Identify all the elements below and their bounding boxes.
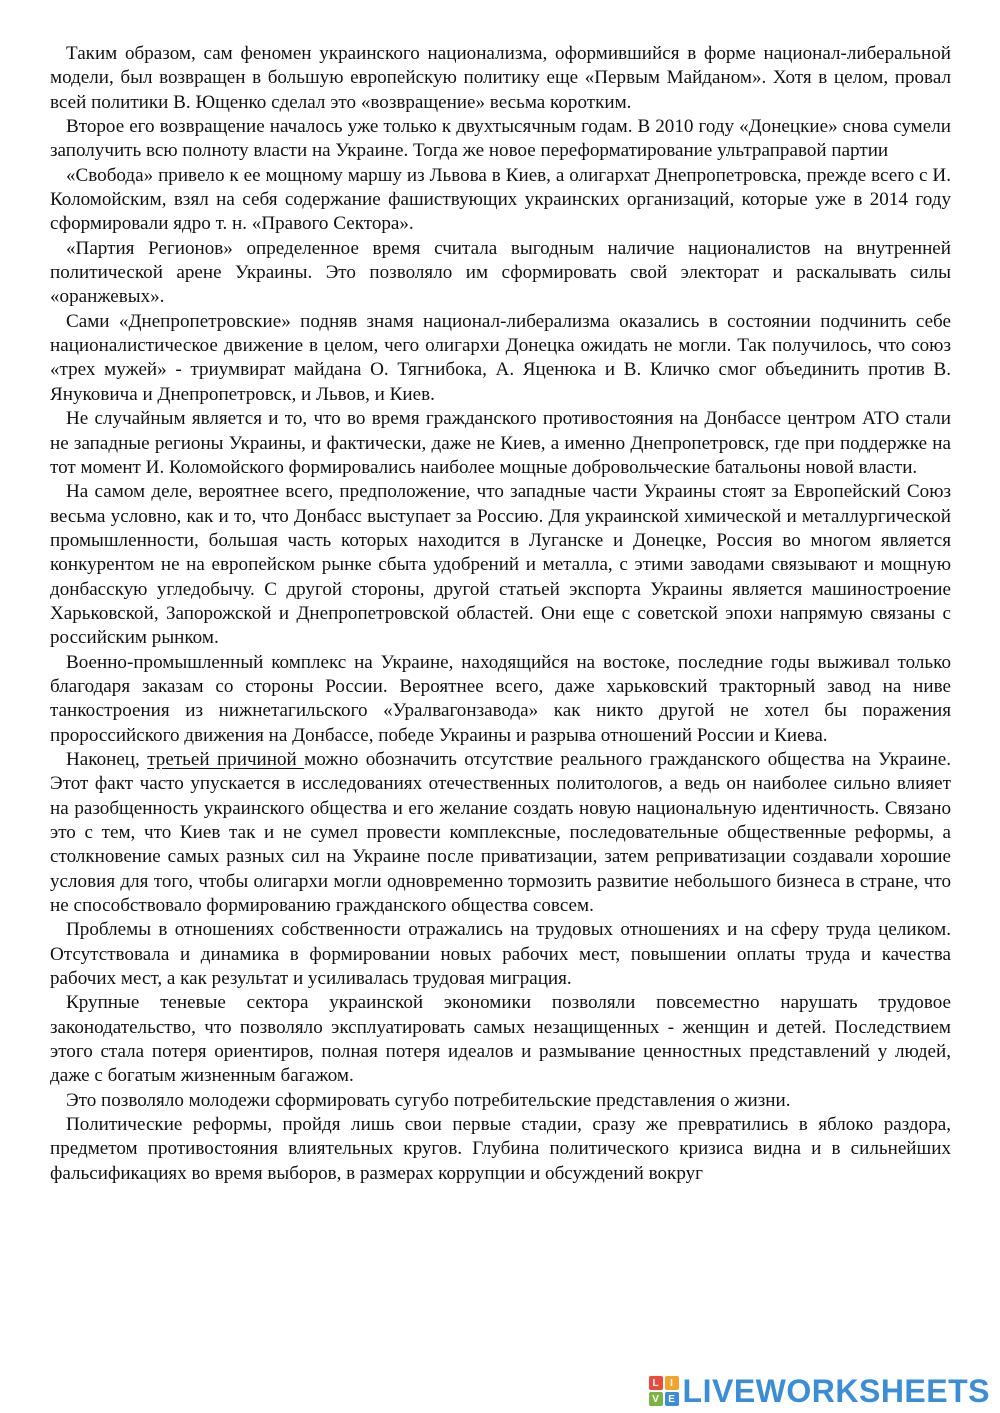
paragraph-9 bbox=[50, 748, 951, 918]
logo-block-e: E bbox=[665, 1392, 679, 1406]
logo-blocks-icon bbox=[649, 1376, 679, 1406]
underlined-phrase: третьей причиной bbox=[147, 748, 305, 770]
paragraph-13: Политические реформы, пройдя лишь свои первые стадии, сразу же превратились в яблоко раздора, предметом противостояния влиятельных кругов. Глубина политического кризиса видна и в сильнейших фальсификациях во время выборов, в размерах коррупции и обсуждений вокруг bbox=[50, 1114, 951, 1184]
paragraph-4: «Партия Регионов» определенное время считала выгодным наличие националистов на внутренней политической арене Украины. Это позволяло им сформировать свой электорат и раскалывать силы «оранжевых». bbox=[50, 237, 951, 308]
paragraph-5: Сами «Днепропетровские» подняв знамя национал-либерализма оказались в состоянии подчинить себе националистическое движение в целом, чего олигархи Донецка ожидать не могли. Так получилось, что союз «трех мужей» - триумвират майдана О. Тягнибока, А. Яценюка и В. Кличко смог объединить против В. Януковича и Днепропетровск, и Львов, и Киев. bbox=[50, 310, 951, 405]
paragraph-1: Таким образом, сам феномен украинского национализма, оформившийся в форме национал-либеральной модели, был возвращен в большую европейскую политику еще «Первым Майданом». Хотя в целом, провал всей политики В. Ющенко сделал это «возвращение» весьма коротким. bbox=[50, 43, 951, 113]
logo-block-i: I bbox=[665, 1376, 679, 1390]
paragraph-3: «Свобода» привело к ее мощному маршу из Львова в Киев, а олигархат Днепропетровска, прежде всего с И. Коломойским, взял на себя содержание фашиствующих украинских организаций, которые уже в 2014 году сформировали ядро т. н. «Правого Сектора». bbox=[50, 164, 951, 235]
document-page bbox=[50, 42, 951, 1186]
paragraph-6: Не случайным является и то, что во время гражданского противостояния на Донбассе центром АТО стали не западные регионы Украины, и фактически, даже не Киев, а именно Днепропетровск, где при поддержке на тот момент И. Коломойского формировались наиболее мощные добровольческие батальоны новой власти. bbox=[50, 408, 951, 478]
paragraph-10: Проблемы в отношениях собственности отражались на трудовых отношениях и на сферу труда целиком. Отсутствовала и динамика в формировании новых рабочих мест, повышении оплаты труда и качества рабочих мест, а как результат и усиливалась трудовая миграция. bbox=[50, 919, 951, 990]
paragraph-9-start: Наконец, bbox=[66, 748, 148, 770]
paragraph-9-rest: можно обозначить отсутствие реального гражданского общества на Украине. Этот факт часто упускается в исследованиях отечественных политологов, а ведь он наиболее сильно влияет на разобщенность украинского общества и его желание создать новую национальную идентичность. Связано это с тем, что Киев так и не сумел провести комплексные, последовательные общественные реформы, а столкновение самых разных сил на Украине после приватизации, затем реприватизации создавали хорошие условия для того, чтобы олигархи могли одновременно тормозить развитие небольшого бизнеса в стране, что не способствовало формированию гражданского общества совсем. bbox=[50, 748, 951, 917]
logo-block-v: V bbox=[649, 1392, 663, 1406]
paragraph-12: Это позволяло молодежи сформировать сугубо потребительские представления о жизни. bbox=[66, 1089, 791, 1111]
paragraph-11: Крупные теневые сектора украинской экономики позволяли повсеместно нарушать трудовое законодательство, что позволяло эксплуатировать самых незащищенных - женщин и детей. Последствием этого стала потеря ориентиров, полная потеря идеалов и размывание ценностных представлений у людей, даже с богатым жизненным багажом. bbox=[50, 992, 951, 1087]
paragraph-7: На самом деле, вероятнее всего, предположение, что западные части Украины стоят за Европейский Союз весьма условно, как и то, что Донбасс выступает за Россию. Для украинской химической и металлургической промышленности, большая часть которых находится в Луганске и Донецке, Россия во многом является конкурентом не на европейском рынке сбыта удобрений и металла, с этими заводами связывают и мощную донбасскую угледобычу. С другой стороны, другой статьей экспорта Украины является машиностроение Харьковской, Запорожской и Днепропетровской областей. Они еще с советской эпохи напрямую связаны с российским рынком. bbox=[50, 481, 951, 649]
logo-block-l: L bbox=[649, 1376, 663, 1390]
paragraph-2: Второе его возвращение началось уже только к двухтысячным годам. В 2010 году «Донецкие» снова сумели заполучить всю полноту власти на Украине. Тогда же новое переформатирование ультраправой партии bbox=[50, 116, 951, 162]
paragraph-8: Военно-промышленный комплекс на Украине, находящийся на востоке, последние годы выживал только благодаря заказам со стороны России. Вероятнее всего, даже харьковский тракторный завод на ниве танкостроения из нижнетагильского «Уралвагонзавода» как никто другой не хотел бы поражения пророссийского движения на Донбассе, победе Украины и разрыва отношений России и Киева. bbox=[50, 651, 951, 746]
logo-text: LIVEWORKSHEETS bbox=[682, 1373, 990, 1409]
liveworksheets-logo[interactable] bbox=[649, 1373, 990, 1409]
